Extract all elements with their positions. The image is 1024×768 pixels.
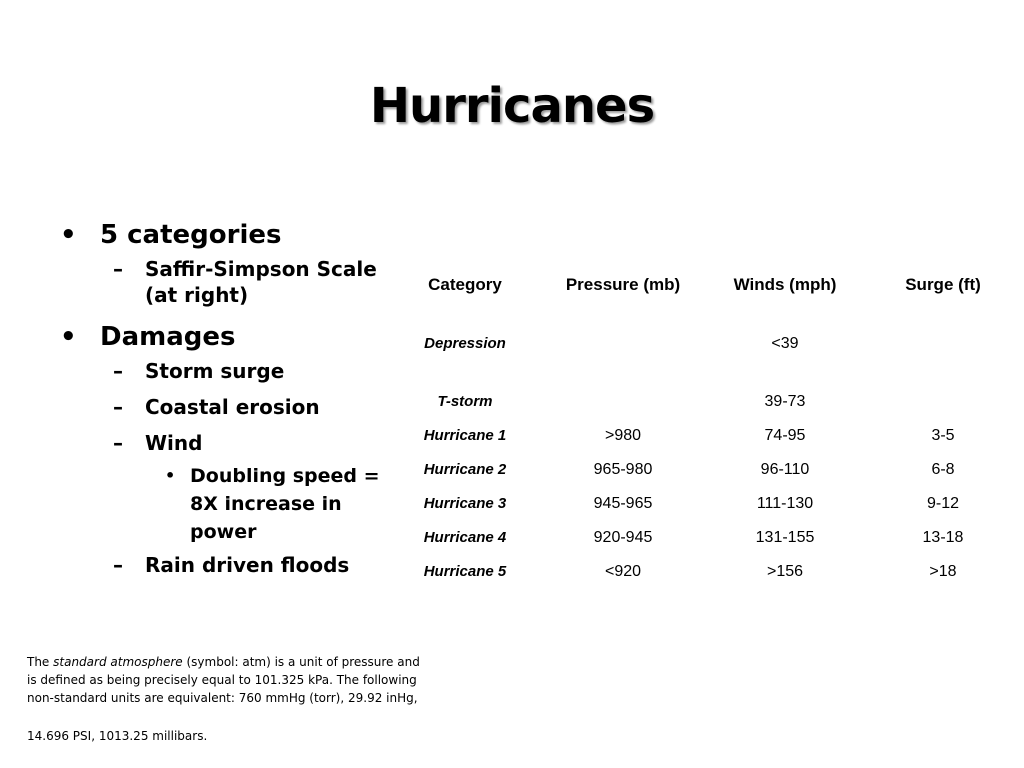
table-header-row xyxy=(400,268,1024,302)
sub-bullet-text: (at right) xyxy=(145,283,249,307)
footnote-line: non-standard units are equivalent: 760 mmHg (torr), 29.92 inHg, xyxy=(27,691,418,705)
footnote-line: is defined as being precisely equal to 101.325 kPa. The following xyxy=(27,673,417,687)
header-winds: Winds (mph) xyxy=(733,275,837,294)
cell-category: Hurricane 5 xyxy=(423,563,507,580)
cell-category: Depression xyxy=(424,335,506,352)
sub-bullet-text: Wind xyxy=(145,431,203,455)
sub-sub-bullet-text: power xyxy=(190,521,257,543)
cell-pressure: <920 xyxy=(604,563,642,580)
sub-sub-bullet-text: 8X increase in xyxy=(190,493,342,515)
dash-marker: – xyxy=(113,359,123,383)
footnote-term: standard atmosphere xyxy=(53,655,183,669)
cell-category: Hurricane 3 xyxy=(423,495,507,512)
dash-marker: – xyxy=(113,395,123,419)
cell-pressure: >980 xyxy=(604,427,642,444)
dash-marker: – xyxy=(113,431,123,455)
table-row xyxy=(400,327,1024,361)
bullet-text: Damages xyxy=(100,322,236,352)
cell-pressure: 965-980 xyxy=(593,461,653,478)
cell-winds: 131-155 xyxy=(755,529,815,546)
cell-surge: >18 xyxy=(929,563,957,580)
cell-winds: 39-73 xyxy=(764,393,806,410)
slide-title: Hurricanes xyxy=(369,78,655,134)
bullet-item xyxy=(60,218,400,252)
dash-marker: – xyxy=(113,553,123,577)
cell-surge: 3-5 xyxy=(931,427,955,444)
table-row xyxy=(400,521,1024,555)
footnote xyxy=(27,653,447,745)
cell-pressure: 945-965 xyxy=(593,495,653,512)
cell-pressure: 920-945 xyxy=(593,529,653,546)
cell-winds: <39 xyxy=(771,335,799,352)
sub-bullet-item xyxy=(60,430,400,456)
cell-winds: 111-130 xyxy=(756,495,814,512)
bullet-marker: • xyxy=(165,466,176,485)
table-row xyxy=(400,453,1024,487)
dash-marker: – xyxy=(113,257,123,281)
footnote-line xyxy=(27,653,447,671)
bullet-list xyxy=(60,218,400,590)
bullet-item xyxy=(60,320,400,354)
bullet-marker: • xyxy=(60,322,77,352)
cell-category: Hurricane 4 xyxy=(423,529,507,546)
cell-winds: >156 xyxy=(766,563,804,580)
bullet-text: 5 categories xyxy=(100,220,282,250)
saffir-simpson-table xyxy=(400,268,1024,589)
sub-bullet-text: Storm surge xyxy=(145,359,285,383)
cell-category: Hurricane 1 xyxy=(423,427,507,444)
header-pressure: Pressure (mb) xyxy=(565,275,681,294)
cell-surge: 13-18 xyxy=(922,529,964,546)
sub-bullet-text: Saffir-Simpson Scale xyxy=(145,257,377,281)
table-row xyxy=(400,419,1024,453)
footnote-line: 14.696 PSI, 1013.25 millibars. xyxy=(27,729,208,743)
header-category: Category xyxy=(428,275,502,294)
table-row xyxy=(400,385,1024,419)
cell-surge: 9-12 xyxy=(926,495,960,512)
cell-category: Hurricane 2 xyxy=(423,461,507,478)
sub-bullet-text: Rain driven floods xyxy=(145,553,350,577)
table-row xyxy=(400,487,1024,521)
sub-bullet-item xyxy=(60,256,400,308)
footnote-prefix: The xyxy=(27,655,54,669)
sub-bullet-text: Coastal erosion xyxy=(145,395,320,419)
bullet-marker: • xyxy=(60,220,77,250)
sub-bullet-item xyxy=(60,394,400,420)
cell-winds: 74-95 xyxy=(764,427,806,444)
header-surge: Surge (ft) xyxy=(905,275,981,294)
cell-category: T-storm xyxy=(437,393,493,410)
table-row xyxy=(400,555,1024,589)
cell-winds: 96-110 xyxy=(760,461,810,478)
sub-bullet-item xyxy=(60,552,400,578)
footnote-text: (symbol: atm) is a unit of pressure and xyxy=(182,655,420,669)
sub-sub-bullet-item xyxy=(60,462,400,546)
sub-sub-bullet-text: Doubling speed = xyxy=(190,465,380,487)
sub-bullet-item xyxy=(60,358,400,384)
cell-surge: 6-8 xyxy=(931,461,955,478)
